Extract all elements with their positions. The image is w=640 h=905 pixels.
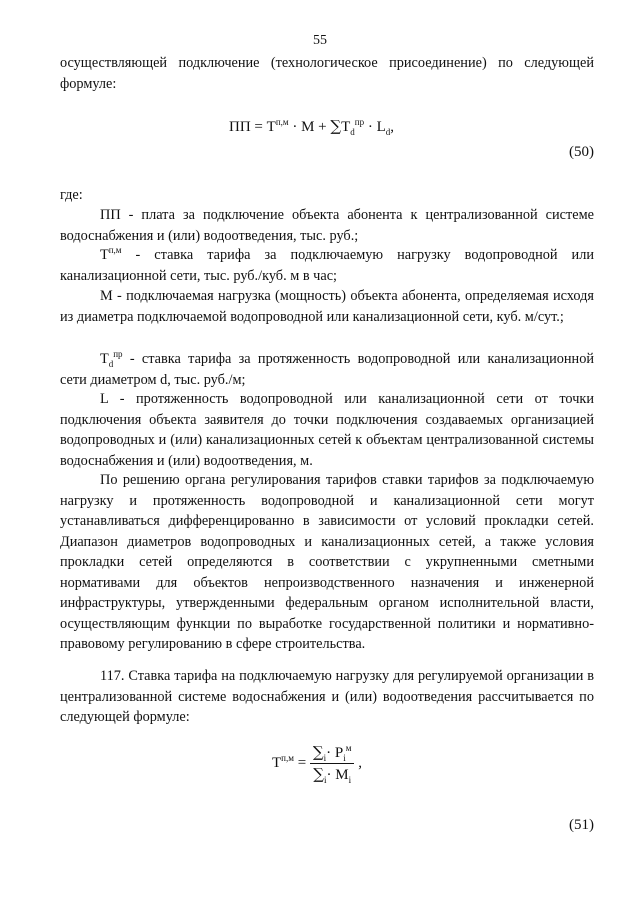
formula-51-num-p-sup: м [345, 743, 352, 753]
formula-51-num-p: P [334, 745, 344, 761]
formula-51-denominator [310, 764, 355, 784]
def-t-sup: п,м [108, 245, 122, 256]
def-td [60, 349, 594, 390]
formula-50 [229, 117, 394, 136]
formula-51-fraction [310, 743, 355, 784]
formula-50-l: L [376, 119, 386, 135]
formula-51-den-m: M [335, 767, 349, 783]
formula-51-numerator [310, 743, 355, 764]
formula-51-den-dot: · [326, 767, 332, 783]
formula-50-sum: ∑ [330, 117, 342, 135]
def-pp: ПП - плата за подключение объекта абонента к централизованной системе водоснабжения и (или) водоотведения, тыс. руб.; [60, 207, 594, 244]
formula-51-t: T [272, 754, 282, 771]
page-number: 55 [313, 33, 327, 48]
def-td-sub: d [108, 358, 114, 369]
formula-51-den-sum: ∑ [313, 765, 324, 783]
where-label: где: [60, 187, 83, 203]
formula-51-eq: = [297, 754, 307, 771]
formula-51-t-sup: п,м [281, 752, 294, 763]
def-td-symbol: T [100, 351, 109, 367]
formula-51-den-m-sub: i [348, 775, 352, 785]
formula-50-plus: + [318, 119, 327, 135]
formula-50-dot2: · [367, 119, 373, 135]
formula-50-t-sup: п,м [275, 117, 289, 127]
def-td-sup: пр [113, 349, 123, 360]
formula-51-num-i: i [323, 753, 327, 763]
formula-50-dot1: · [292, 119, 298, 135]
formula-51 [272, 743, 362, 784]
decision-paragraph: По решению органа регулирования тарифов ставки тарифов за подключаемую нагрузку и протяженность водопроводной и канализационной сети могут устанавливаться дифференцированно в зависимости от условий прокладки сетей. Диапазон диаметров водопроводных и канализационных сетей, а также условия прокладки сетей определяются в соответствии с укрупненными сметными нормативами для объектов непроизводственного назначения и инженерной инфраструктуры, утвержденными федеральным органом исполнительной власти, осуществляющим функции по выработке государственной политики и нормативно-правовому регулированию в сфере строительства. [60, 472, 594, 652]
formula-50-comma: , [390, 119, 395, 135]
formula-51-num-dot: · [326, 745, 332, 761]
formula-50-lhs: ПП [229, 119, 251, 135]
formula-50-td-sup: пр [354, 117, 365, 127]
def-m: M - подключаемая нагрузка (мощность) объекта абонента, определяемая исходя из диаметра подключаемой водопроводной или канализационной сети, куб. м/сут.; [60, 288, 594, 325]
formula-50-eq: = [254, 119, 263, 135]
def-l: L - протяженность водопроводной или канализационной сети от точки подключения объекта заявителя до точки подключения создаваемых организацией водопроводных и (или) канализационных сетей к объектам централизованной системы водоснабжения и (или) водоотведения, м. [60, 391, 594, 469]
formula-51-den-i: i [323, 775, 327, 785]
intro-paragraph: осуществляющей подключение (технологическое присоединение) по следующей формуле: [60, 55, 594, 92]
formula-50-m: M [301, 119, 315, 135]
formula-50-number: (50) [569, 144, 594, 160]
def-t-symbol: T [100, 247, 109, 263]
formula-51-num-p-sub: i [343, 753, 346, 763]
def-t-text: - ставка тарифа за подключаемую нагрузку водопроводной или канализационной сети, тыс. руб./куб. м в час; [60, 247, 594, 284]
formula-51-comma: , [358, 754, 362, 771]
formula-51-number: (51) [569, 817, 594, 833]
def-t [60, 245, 594, 286]
def-td-text: - ставка тарифа за протяженность водопроводной или канализационной сети диаметром d, тыс. руб./м; [60, 351, 594, 388]
formula-50-t: T [266, 119, 276, 135]
paragraph-117: 117. Ставка тарифа на подключаемую нагрузку для регулируемой организации в централизованной системе водоснабжения и (или) водоотведения рассчитывается по следующей формуле: [60, 668, 594, 725]
formula-51-num-sum: ∑ [312, 743, 324, 761]
formula-50-td: T [341, 119, 351, 135]
formula-50-td-sub: d [350, 127, 355, 137]
formula-50-l-sub: d [385, 127, 391, 137]
